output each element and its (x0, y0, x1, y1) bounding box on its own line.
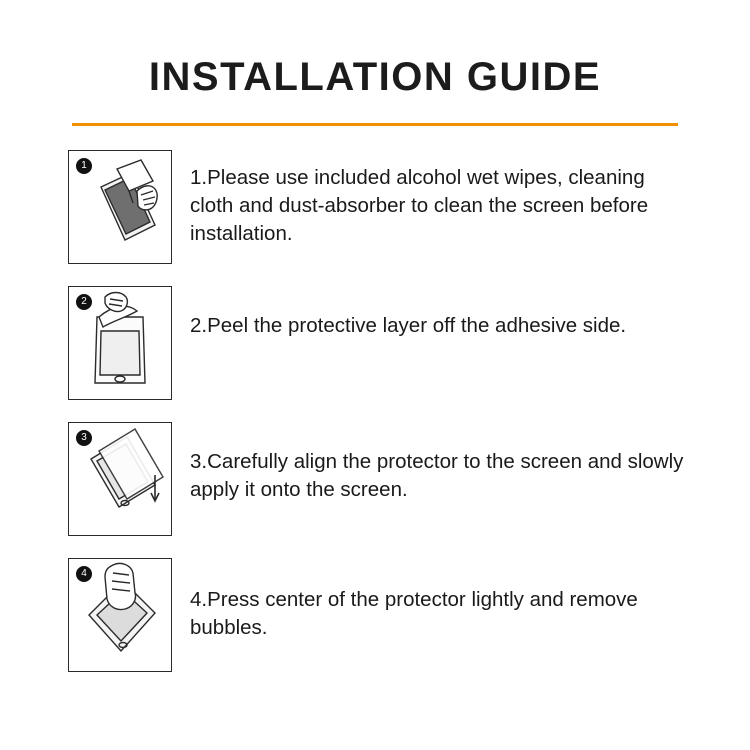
step-text-3 (190, 422, 710, 504)
step-illustration-2 (68, 286, 172, 400)
step-text-4 (190, 558, 690, 642)
step-badge: 4 (76, 566, 92, 582)
step-text-2 (190, 286, 626, 340)
step-number-3: 3. (190, 450, 208, 473)
list-item (0, 150, 750, 264)
step-illustration-1 (68, 150, 172, 264)
step-number-2: 2. (190, 314, 208, 337)
list-item (0, 422, 750, 536)
step-illustration-3 (68, 422, 172, 536)
step-number-1: 1. (190, 166, 208, 189)
list-item (0, 558, 750, 672)
step-badge: 3 (76, 430, 92, 446)
step-body-2: Peel the protective layer off the adhesive side. (207, 314, 627, 337)
step-body-1: Please use included alcohol wet wipes, cleaning cloth and dust-absorber to clean the screen before installation. (190, 166, 649, 245)
title-divider (72, 123, 678, 126)
list-item (0, 286, 750, 400)
step-illustration-4 (68, 558, 172, 672)
step-number-4: 4. (190, 588, 208, 611)
step-body-4: Press center of the protector lightly and remove bubbles. (190, 588, 638, 639)
step-badge: 1 (76, 158, 92, 174)
step-badge: 2 (76, 294, 92, 310)
steps-list (0, 150, 750, 694)
page-title: INSTALLATION GUIDE (148, 55, 602, 99)
step-body-3: Carefully align the protector to the screen and slowly apply it onto the screen. (190, 450, 684, 501)
step-text-1 (190, 150, 690, 248)
